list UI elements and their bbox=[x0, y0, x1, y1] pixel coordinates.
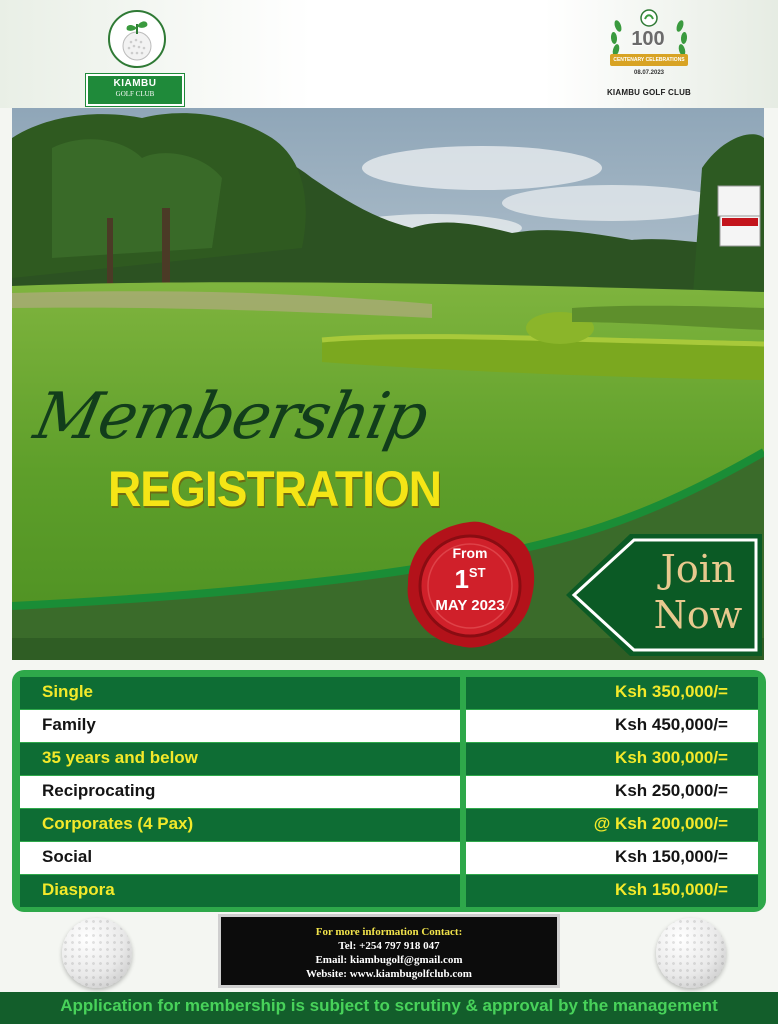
membership-pricing-table bbox=[12, 670, 766, 912]
club-name-line1: KIAMBU bbox=[113, 78, 157, 89]
wax-seal-date-badge bbox=[402, 518, 538, 652]
membership-category: Family bbox=[20, 710, 460, 742]
membership-category: Diaspora bbox=[20, 875, 460, 907]
membership-script-title: Membership bbox=[28, 380, 433, 454]
centenary-ribbon: CENTENARY CELEBRATIONS bbox=[610, 54, 688, 66]
club-name-right: KIAMBU GOLF CLUB bbox=[606, 88, 692, 97]
membership-category: Single bbox=[20, 677, 460, 709]
membership-category: 35 years and below bbox=[20, 743, 460, 775]
join-line1: Join bbox=[660, 547, 736, 591]
membership-price: Ksh 150,000/= bbox=[466, 875, 758, 907]
contact-box bbox=[218, 914, 560, 988]
membership-category: Corporates (4 Pax) bbox=[20, 809, 460, 841]
seal-from: From bbox=[452, 545, 488, 561]
join-line2: Now bbox=[653, 593, 743, 637]
centenary-date: 08.07.2023 bbox=[633, 70, 665, 76]
contact-website: Website: www.kiambugolfclub.com bbox=[306, 968, 472, 980]
pricing-row bbox=[20, 776, 758, 808]
golf-ball-right-icon bbox=[656, 918, 726, 988]
hero-banner bbox=[12, 108, 764, 660]
contact-email: Email: kiambugolf@gmail.com bbox=[315, 954, 463, 966]
club-name-line2: GOLF CLUB bbox=[115, 90, 155, 98]
membership-price: Ksh 300,000/= bbox=[466, 743, 758, 775]
contact-phone: Tel: +254 797 918 047 bbox=[338, 940, 440, 952]
pricing-row bbox=[20, 875, 758, 907]
membership-price: Ksh 350,000/= bbox=[466, 677, 758, 709]
golf-ball-sprout-icon bbox=[108, 10, 166, 68]
pricing-row bbox=[20, 710, 758, 742]
header bbox=[0, 0, 778, 108]
club-nameplate bbox=[86, 74, 184, 106]
pricing-row bbox=[20, 677, 758, 709]
membership-price: Ksh 450,000/= bbox=[466, 710, 758, 742]
registration-title: REGISTRATION bbox=[108, 461, 442, 517]
membership-category: Reciprocating bbox=[20, 776, 460, 808]
golf-ball-left-icon bbox=[62, 918, 132, 988]
pricing-row bbox=[20, 809, 758, 841]
kiambu-golf-club-logo bbox=[86, 8, 182, 104]
membership-price: @ Ksh 200,000/= bbox=[466, 809, 758, 841]
membership-price: Ksh 150,000/= bbox=[466, 842, 758, 874]
pricing-row bbox=[20, 842, 758, 874]
join-now-banner[interactable] bbox=[564, 532, 762, 658]
seal-day-suffix: ST bbox=[468, 565, 486, 580]
pricing-row bbox=[20, 743, 758, 775]
membership-category: Social bbox=[20, 842, 460, 874]
seal-month: MAY 2023 bbox=[435, 597, 505, 614]
centenary-number: 100 bbox=[631, 28, 665, 50]
centenary-logo bbox=[594, 8, 704, 104]
seal-day: 1 bbox=[454, 564, 469, 594]
contact-heading: For more information Contact: bbox=[315, 926, 463, 938]
membership-price: Ksh 250,000/= bbox=[466, 776, 758, 808]
disclaimer-text: Application for membership is subject to scrutiny & approval by the management bbox=[60, 996, 718, 1015]
